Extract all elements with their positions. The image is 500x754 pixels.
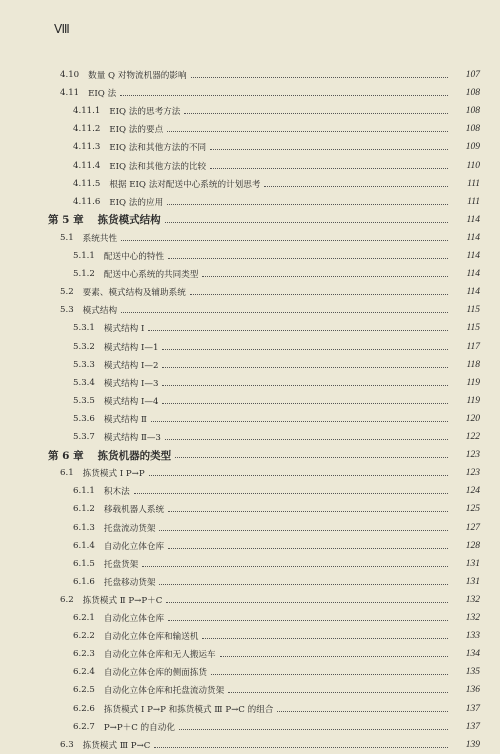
toc-entry-page: 124 (465, 486, 480, 497)
dot-leader (168, 547, 448, 549)
toc-entry-title: 托盘流动货架 (103, 523, 156, 534)
toc-entry-number: 5.3.5 (73, 395, 95, 406)
toc-entry-page: 137 (465, 721, 480, 732)
toc-entry-number: 第 5 章 (48, 214, 84, 227)
toc-entry-title: 模式结构 Ⅰ—3 (103, 378, 159, 389)
toc-entry-title: 模式结构 (82, 306, 118, 317)
dot-leader (162, 366, 448, 368)
toc-entry-number: 4.11.3 (73, 142, 101, 153)
toc-entry (0, 392, 480, 410)
toc-entry-number: 6.3 (60, 739, 74, 750)
toc-entry-title: 拣货模式 Ⅰ P→P 和拣货模式 Ⅲ P→C 的组合 (103, 704, 274, 715)
toc-entry-number: 5.3.1 (73, 323, 95, 334)
dot-leader (210, 167, 448, 169)
dot-leader (166, 601, 448, 603)
toc-entry-title: EIQ 法和其他方法的比较 (109, 161, 207, 172)
toc-entry-number: 5.3.4 (73, 377, 95, 388)
toc-entry-number: 6.1.3 (73, 522, 95, 533)
toc-entry-number: 5.3.2 (73, 341, 95, 352)
toc-entry-page: 108 (465, 124, 480, 135)
toc-entry-title: 要素、模式结构及辅助系统 (82, 288, 186, 299)
toc-entry-title: 托盘货架 (103, 559, 139, 570)
dot-leader (165, 438, 448, 440)
toc-entry-title: 配送中心系统的共同类型 (103, 270, 199, 281)
dot-leader (210, 148, 448, 150)
dot-leader (228, 691, 448, 693)
toc-entry (0, 736, 480, 754)
toc-entry-title: EIQ 法的应用 (109, 197, 164, 208)
dot-leader (168, 510, 448, 512)
toc-entry-number: 4.11.6 (73, 196, 101, 207)
toc-entry (0, 464, 480, 482)
toc-entry-page: 128 (465, 540, 480, 551)
toc-entry-number: 5.3.6 (73, 413, 95, 424)
toc-entry-page: 137 (465, 703, 480, 714)
toc-entry-number: 5.2 (60, 287, 74, 298)
toc-entry (0, 428, 480, 446)
toc-entry-title: 根据 EIQ 法对配送中心系统的计划思考 (109, 179, 261, 190)
toc-entry-title: 模式结构 Ⅰ (103, 324, 145, 335)
toc-entry-page: 135 (465, 667, 480, 678)
toc-entry-page: 123 (465, 468, 480, 479)
toc-entry (0, 301, 480, 319)
toc-entry-number: 5.3 (60, 305, 74, 316)
toc-entry-title: 积木法 (103, 487, 130, 498)
toc-entry (0, 265, 480, 283)
toc-entry (0, 138, 480, 156)
page-number: Ⅷ (54, 22, 71, 36)
toc-entry-title: EIQ 法 (88, 89, 117, 100)
toc-entry-page: 131 (465, 576, 480, 587)
dot-leader (165, 221, 448, 223)
toc-entry-number: 6.1 (60, 468, 74, 479)
toc-entry-title: 拣货机器的类型 (97, 449, 172, 462)
toc-entry-number: 6.2.2 (73, 631, 95, 642)
toc-entry (0, 700, 480, 718)
dot-leader (148, 329, 448, 331)
toc-entry-number: 5.1 (60, 232, 74, 243)
toc-entry-page: 132 (465, 594, 480, 605)
toc-entry-page: 125 (465, 504, 480, 515)
toc-entry-number: 6.2.7 (73, 721, 95, 732)
toc-entry-page: 114 (466, 214, 480, 225)
dot-leader (202, 637, 448, 639)
toc-entry (0, 410, 480, 428)
toc-entry-number: 5.3.7 (73, 432, 95, 442)
toc-entry-title: 拣货模式 Ⅱ P→P＋C (82, 595, 163, 606)
toc-entry (0, 482, 480, 500)
toc-entry-title: P→P＋C 的自动化 (103, 722, 175, 733)
toc-entry-page: 118 (466, 359, 480, 370)
toc-entry-number: 4.11.5 (73, 178, 101, 189)
toc-entry-title: 系统共性 (82, 233, 118, 244)
toc-entry (0, 374, 480, 392)
dot-leader (220, 655, 448, 657)
toc-entry-number: 6.2.4 (73, 667, 95, 678)
toc-entry (0, 591, 480, 609)
toc-entry-title: 数量 Q 对物流机器的影响 (88, 71, 187, 81)
toc-entry-page: 139 (465, 739, 480, 750)
dot-leader (167, 203, 448, 205)
dot-leader (154, 746, 448, 748)
dot-leader (162, 384, 448, 386)
toc-entry (0, 157, 480, 175)
toc-entry (0, 500, 480, 518)
toc-entry-number: 4.11.4 (73, 160, 101, 171)
dot-leader (211, 673, 448, 675)
toc-entry (0, 338, 480, 356)
toc-chapter-entry (0, 446, 480, 464)
dot-leader (120, 94, 448, 96)
toc-entry-number: 6.2.3 (73, 649, 95, 660)
dot-leader (121, 311, 448, 313)
toc-entry-title: 移载机器人系统 (103, 505, 165, 516)
toc-entry (0, 84, 480, 102)
toc-entry-number: 6.2.1 (73, 613, 95, 623)
toc-entry-number: 6.2 (60, 594, 74, 605)
toc-entry-number: 5.1.2 (73, 269, 95, 280)
toc-entry-page: 117 (466, 341, 480, 352)
toc-entry-page: 114 (466, 251, 480, 261)
toc-entry-title: EIQ 法的要点 (109, 125, 164, 136)
toc-entry-title: 拣货模式 Ⅲ P→C (82, 740, 151, 751)
toc-entry-number: 6.2.6 (73, 703, 95, 714)
dot-leader (167, 130, 448, 132)
toc-entry (0, 645, 480, 663)
toc-entry (0, 175, 480, 193)
toc-entry-page: 131 (465, 558, 480, 569)
toc-entry-page: 115 (466, 323, 480, 334)
toc-entry-page: 115 (466, 305, 480, 316)
toc-entry-title: 模式结构 Ⅱ—3 (103, 433, 161, 443)
toc-entry-page: 134 (465, 649, 480, 660)
toc-entry (0, 247, 480, 265)
toc-entry (0, 573, 480, 591)
toc-entry-title: 自动化立体仓库和托盘流动货架 (103, 686, 225, 697)
toc-entry-number: 5.1.1 (73, 251, 95, 261)
toc-entry-number: 6.2.5 (73, 685, 95, 696)
dot-leader (159, 529, 448, 531)
toc-entry-number: 6.1.4 (73, 540, 95, 551)
toc-entry-page: 114 (466, 232, 480, 243)
toc-entry-number: 4.11.2 (73, 124, 101, 135)
toc-entry-page: 109 (465, 142, 480, 153)
toc-entry-page: 132 (465, 613, 480, 623)
dot-leader (179, 728, 448, 730)
dot-leader (190, 293, 448, 295)
toc-entry-page: 111 (467, 178, 480, 189)
toc-entry-title: 自动化立体仓库和输送机 (103, 632, 199, 643)
toc-entry-page: 107 (465, 70, 480, 80)
toc-entry-page: 136 (465, 685, 480, 696)
toc-entry (0, 519, 480, 537)
toc-entry-title: 模式结构 Ⅰ—4 (103, 396, 159, 407)
toc-entry-title: 托盘移动货架 (103, 577, 156, 588)
dot-leader (191, 76, 448, 78)
toc-entry-page: 123 (465, 450, 480, 461)
toc-entry-number: 4.11.1 (73, 106, 101, 117)
dot-leader (202, 275, 448, 277)
toc-entry (0, 356, 480, 374)
toc-entry (0, 627, 480, 645)
dot-leader (168, 619, 448, 621)
toc-entry-title: 模式结构 Ⅰ—1 (103, 342, 159, 353)
toc-entry-title: 配送中心的特性 (103, 252, 165, 262)
toc-entry-title: 拣货模式 Ⅰ P→P (82, 469, 145, 480)
dot-leader (121, 239, 448, 241)
toc-entry-title: 自动化立体仓库和无人搬运车 (103, 650, 216, 661)
toc-entry-title: EIQ 法的思考方法 (109, 107, 181, 118)
toc-entry (0, 555, 480, 573)
toc-chapter-entry (0, 211, 480, 229)
toc-entry-page: 114 (466, 287, 480, 298)
toc-entry-page: 133 (465, 631, 480, 642)
toc-entry (0, 718, 480, 736)
toc-entry-title: 自动化立体仓库的侧面拣货 (103, 668, 208, 679)
dot-leader (277, 710, 448, 712)
dot-leader (168, 257, 448, 259)
dot-leader (162, 348, 448, 350)
dot-leader (134, 492, 448, 494)
toc-entry-number: 6.1.5 (73, 558, 95, 569)
toc-entry (0, 193, 480, 211)
toc-entry-page: 122 (465, 432, 480, 442)
dot-leader (149, 474, 448, 476)
toc-entry-page: 114 (466, 269, 480, 280)
dot-leader (175, 456, 448, 458)
toc-entry-number: 4.10 (60, 70, 80, 80)
dot-leader (162, 402, 448, 404)
dot-leader (264, 185, 448, 187)
dot-leader (159, 583, 448, 585)
toc-entry-number: 5.3.3 (73, 359, 95, 370)
toc-entry (0, 609, 480, 627)
toc-entry (0, 229, 480, 247)
toc-entry-title: 模式结构 Ⅰ—2 (103, 360, 159, 371)
toc-entry-title: 拣货模式结构 (97, 214, 161, 227)
toc-entry-number: 6.1.6 (73, 576, 95, 587)
toc-entry-title: 自动化立体仓库 (103, 614, 165, 624)
toc-entry-page: 108 (465, 106, 480, 117)
toc-entry-page: 127 (465, 522, 480, 533)
toc-entry-number: 6.1.1 (73, 486, 95, 497)
toc-entry (0, 120, 480, 138)
toc-entry-page: 108 (465, 88, 480, 99)
toc-entry-title: EIQ 法和其他方法的不同 (109, 143, 207, 154)
toc-entry-page: 120 (465, 413, 480, 424)
toc-entry (0, 537, 480, 555)
toc-entry-page: 119 (466, 377, 480, 388)
dot-leader (184, 112, 448, 114)
toc-entry-number: 4.11 (60, 88, 80, 99)
dot-leader (142, 565, 448, 567)
toc-entry (0, 319, 480, 337)
toc-entry (0, 663, 480, 681)
toc-entry (0, 283, 480, 301)
toc-entry-title: 自动化立体仓库 (103, 541, 165, 552)
toc-entry-page: 110 (466, 160, 480, 171)
toc-entry-page: 119 (466, 395, 480, 406)
toc-entry-number: 第 6 章 (48, 449, 84, 462)
toc-entry (0, 66, 480, 84)
toc-entry (0, 681, 480, 699)
toc-entry-title: 模式结构 Ⅱ (103, 414, 147, 425)
toc-entry-number: 6.1.2 (73, 504, 95, 515)
toc-entry (0, 102, 480, 120)
toc-entry-page: 111 (467, 196, 480, 207)
dot-leader (151, 420, 448, 422)
